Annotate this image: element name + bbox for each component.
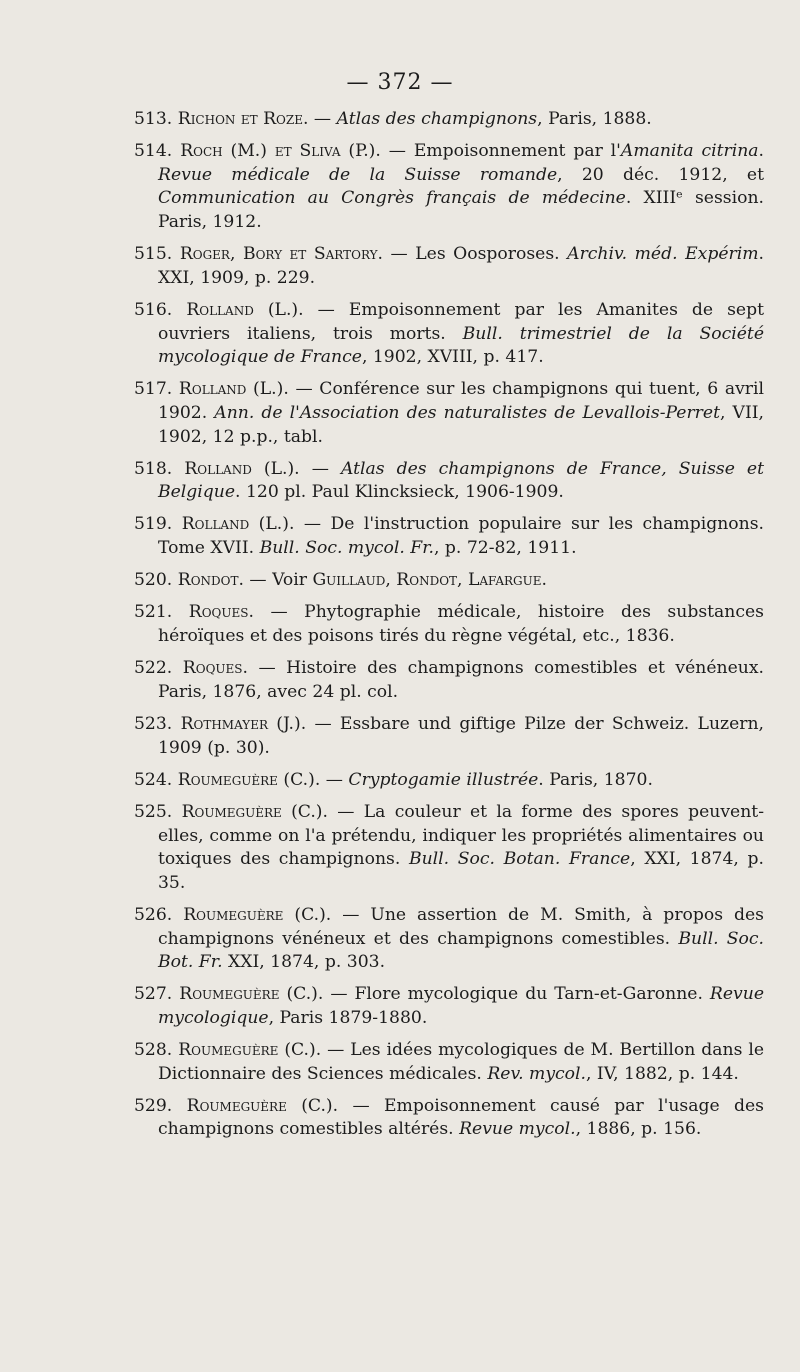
- bibliography-entry: [134, 769, 764, 793]
- entry-publication-title: Atlas des champignons de France, Suisse et Belgique: [158, 458, 765, 503]
- entry-number: 518.: [134, 458, 173, 479]
- entry-publication-title: Bull. Soc. Bot. Fr.: [158, 928, 764, 973]
- entry-text: , 20 déc. 1912, et: [557, 164, 764, 185]
- bibliography-entry: [134, 299, 764, 370]
- entry-text: , Paris 1879-1880.: [268, 1007, 428, 1028]
- bibliography-entry: [134, 569, 764, 593]
- entry-text: — Phytographie médicale, histoire des substances héroïques et des poisons tirés du règne végétal, etc., 1836.: [158, 602, 764, 647]
- entry-publication-title: Rev. mycol.: [487, 1063, 586, 1084]
- entry-author: Rothmayer (J.).: [180, 714, 307, 734]
- entry-text: — Empoisonnement par les Amanites de sept ouvriers italiens, trois morts.: [158, 299, 765, 344]
- entry-author: Roger, Bory et Sartory.: [179, 244, 383, 265]
- entry-text: —: [299, 458, 341, 479]
- entry-author: Roumeguère (C.).: [178, 1040, 322, 1061]
- entry-publication-title: Cryptogamie illustrée: [348, 769, 539, 790]
- entry-text: , 1886, p. 156.: [575, 1119, 702, 1140]
- entry-number: 527.: [134, 984, 173, 1005]
- bibliography-entry: [134, 904, 764, 975]
- entry-author: Rolland (L.).: [178, 379, 289, 400]
- entry-number: 514.: [134, 141, 173, 162]
- entry-number: 521.: [134, 602, 173, 623]
- entry-number: 526.: [134, 904, 173, 925]
- entry-text: — Empoisonnement par l': [380, 141, 621, 162]
- entry-author: Roumeguère (C.).: [181, 801, 328, 822]
- entry-number: 516.: [134, 299, 173, 320]
- entry-text: , Paris, 1888.: [537, 109, 652, 129]
- entry-publication-title: Ann. de l'Association des naturalistes de Levallois-Perret: [214, 402, 720, 423]
- entry-publication-title: Archiv. méd. Expérim: [567, 244, 759, 265]
- entry-text: — Voir: [243, 570, 313, 591]
- bibliography-entry: [134, 801, 764, 895]
- bibliography-entry: [134, 657, 764, 704]
- bibliography-entry: [134, 513, 764, 560]
- entry-text: — La couleur et la forme des spores peuvent-elles, comme on l'a prétendu, indiquer les propriétés alimentaires ou toxiques des champignons.: [158, 801, 765, 870]
- entry-text: .: [758, 141, 765, 162]
- bibliography-entry: [134, 601, 764, 648]
- bibliography-entry: [134, 243, 764, 290]
- entry-text: — Une assertion de M. Smith, à propos des champignons vénéneux et des champignons comestibles.: [158, 904, 764, 949]
- entry-text: — Essbare und giftige Pilze der Schweiz. Luzern, 1909 (p. 30).: [158, 714, 764, 758]
- entry-text: — Conférence sur les champignons qui tuent, 6 avril 1902.: [158, 379, 765, 423]
- entry-publication-title: Revue mycol.: [459, 1119, 576, 1140]
- entry-author: Rondot.: [177, 570, 244, 591]
- entry-publication-title: Bull. Soc. mycol. Fr.: [259, 538, 434, 559]
- entry-text: . 120 pl. Paul Klincksieck, 1906-1909.: [235, 482, 564, 503]
- entry-text: . Paris, 1870.: [538, 769, 653, 790]
- bibliography-entry: [134, 713, 764, 760]
- entry-number: 529.: [134, 1095, 173, 1116]
- entry-text: — Les idées mycologiques de M. Bertillon dans le Dictionnaire des Sciences médicales.: [158, 1040, 764, 1084]
- entry-text: — De l'instruction populaire sur les champignons. Tome XVII.: [158, 514, 765, 559]
- entry-text: . XXI, 1909, p. 229.: [158, 244, 764, 288]
- entry-author: Rolland (L.).: [184, 458, 300, 479]
- bibliography-entry: [134, 1039, 764, 1086]
- entry-author: Roques.: [182, 658, 248, 679]
- entry-number: 520.: [134, 570, 173, 591]
- entry-publication-title: Amanita citrina: [620, 141, 759, 162]
- entry-number: 522.: [134, 658, 173, 679]
- entry-author: Rolland (L.).: [181, 514, 295, 535]
- bibliography-entry: [134, 140, 764, 234]
- entry-number: 515.: [134, 244, 173, 265]
- bibliography-list: [134, 108, 764, 1151]
- bibliography-entry: [134, 458, 764, 505]
- entry-text: , VII, 1902, 12 p.p., tabl.: [158, 402, 764, 447]
- entry-text: . XIIIᵉ session. Paris, 1912.: [158, 188, 764, 232]
- entry-text: , p. 72-82, 1911.: [434, 538, 577, 559]
- entry-publication-title: Communication au Congrès français de médecine: [158, 188, 626, 209]
- entry-publication-title: Bull. Soc. Botan. France: [408, 849, 631, 870]
- entry-number: 513.: [134, 109, 173, 129]
- entry-author: Roumeguère (C.).: [183, 904, 332, 925]
- entry-cross-reference: Guillaud, Rondot, Lafargue.: [312, 570, 547, 591]
- entry-author: Richon et Roze.: [177, 109, 309, 129]
- entry-text: — Histoire des champignons comestibles et vénéneux. Paris, 1876, avec 24 pl. col.: [158, 658, 765, 702]
- entry-author: Rolland (L.).: [186, 299, 304, 320]
- entry-number: 517.: [134, 379, 173, 400]
- entry-text: — Empoisonnement causé par l'usage des champignons comestibles altérés.: [158, 1095, 764, 1140]
- page-number: — 372 —: [346, 70, 454, 95]
- entry-publication-title: Bull. trimestriel de la Société mycologique de France: [158, 323, 764, 368]
- entry-author: Roumeguère (C.).: [177, 769, 321, 790]
- entry-number: 519.: [134, 514, 173, 535]
- entry-author: Roch (M.) et Sliva (P.).: [180, 141, 381, 162]
- entry-text: — Les Oosporoses.: [383, 244, 568, 265]
- entry-publication-title: Revue mycologique: [158, 984, 764, 1028]
- entry-number: 524.: [134, 769, 173, 790]
- bibliography-entry: [134, 378, 764, 449]
- entry-number: 528.: [134, 1040, 173, 1061]
- entry-text: —: [308, 109, 337, 129]
- entry-text: XXI, 1874, p. 303.: [222, 952, 386, 973]
- entry-publication-title: Atlas des champignons: [336, 109, 538, 129]
- bibliography-entry: [134, 983, 764, 1030]
- bibliography-entry: [134, 1095, 764, 1142]
- entry-author: Roumeguère (C.).: [186, 1095, 339, 1116]
- entry-text: , 1902, XVIII, p. 417.: [361, 347, 544, 368]
- entry-author: Roques.: [188, 602, 254, 623]
- entry-text: — Flore mycologique du Tarn-et-Garonne.: [323, 984, 710, 1005]
- entry-text: —: [320, 769, 349, 790]
- entry-text: , XXI, 1874, p. 35.: [158, 849, 765, 893]
- entry-publication-title: Revue médicale de la Suisse romande: [158, 164, 558, 185]
- bibliography-entry: [134, 108, 764, 132]
- entry-text: , IV, 1882, p. 144.: [585, 1063, 739, 1084]
- entry-number: 525.: [134, 801, 173, 822]
- entry-author: Roumeguère (C.).: [179, 984, 324, 1005]
- entry-number: 523.: [134, 714, 173, 734]
